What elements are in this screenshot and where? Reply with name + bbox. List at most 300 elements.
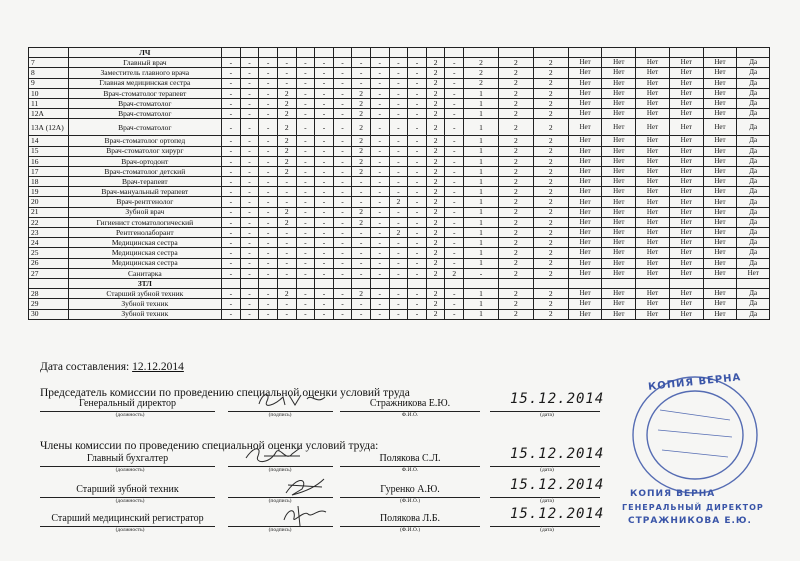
table-cell: 2 xyxy=(533,217,568,227)
position-caption: (должность) xyxy=(115,467,145,473)
table-cell: 1 xyxy=(464,146,499,156)
table-cell: - xyxy=(370,228,389,238)
table-cell: - xyxy=(240,136,259,146)
table-cell: Да xyxy=(737,109,770,119)
table-cell: - xyxy=(370,166,389,176)
table-cell: - xyxy=(389,136,408,146)
table-cell: - xyxy=(333,309,352,319)
table-cell: - xyxy=(296,187,315,197)
table-cell: 1 xyxy=(464,238,499,248)
table-cell: - xyxy=(389,146,408,156)
table-cell: Нет xyxy=(636,166,670,176)
table-cell: - xyxy=(408,68,427,78)
table-cell: - xyxy=(408,197,427,207)
table-cell: Нет xyxy=(669,98,703,108)
table-cell: 2 xyxy=(533,136,568,146)
table-cell: - xyxy=(259,78,278,88)
table-cell: 2 xyxy=(352,109,371,119)
table-cell: - xyxy=(333,248,352,258)
job-title: Медицинская сестра xyxy=(68,248,222,258)
job-title: Рентгенолаборант xyxy=(68,228,222,238)
table-cell: - xyxy=(408,228,427,238)
table-cell: - xyxy=(296,98,315,108)
row-number: 18 xyxy=(29,177,69,187)
table-cell: - xyxy=(315,109,334,119)
row-number: 15 xyxy=(29,146,69,156)
table-cell: 2 xyxy=(533,146,568,156)
row-number: 21 xyxy=(29,207,69,217)
table-cell: Нет xyxy=(602,119,636,136)
table-cell: - xyxy=(315,78,334,88)
table-cell: 2 xyxy=(498,248,533,258)
table-cell: 2 xyxy=(277,109,296,119)
table-cell: - xyxy=(240,197,259,207)
table-cell: 2 xyxy=(533,78,568,88)
fio-field: Стражникова Е.Ю. xyxy=(340,397,480,412)
table-cell: - xyxy=(222,268,241,278)
table-cell: Нет xyxy=(669,146,703,156)
table-cell: - xyxy=(333,177,352,187)
table-cell: - xyxy=(277,68,296,78)
table-cell: 2 xyxy=(352,88,371,98)
table-cell: Нет xyxy=(602,177,636,187)
fio-field: Полякова С.Л. xyxy=(340,452,480,467)
table-cell: - xyxy=(333,166,352,176)
table-cell: Нет xyxy=(568,289,602,299)
section-title: ЛЧ xyxy=(68,48,222,58)
table-cell: - xyxy=(315,136,334,146)
table-cell: 2 xyxy=(352,166,371,176)
table-cell: - xyxy=(315,258,334,268)
table-cell: 1 xyxy=(464,187,499,197)
table-cell: Нет xyxy=(602,68,636,78)
table-cell: - xyxy=(333,98,352,108)
table-cell: - xyxy=(222,238,241,248)
table-cell: 2 xyxy=(533,88,568,98)
table-cell: 1 xyxy=(464,248,499,258)
table-cell: - xyxy=(408,207,427,217)
table-cell: Нет xyxy=(703,268,737,278)
table-cell: - xyxy=(240,228,259,238)
table-row xyxy=(29,217,770,227)
table-cell: Да xyxy=(737,217,770,227)
table-cell: 2 xyxy=(352,217,371,227)
row-number: 27 xyxy=(29,268,69,278)
table-cell: 1 xyxy=(464,289,499,299)
table-cell: - xyxy=(445,177,464,187)
table-cell: 2 xyxy=(498,58,533,68)
table-cell: Да xyxy=(737,78,770,88)
position-field: Старший зубной техник xyxy=(40,483,215,498)
table-cell: 2 xyxy=(498,228,533,238)
date-caption: (дата) xyxy=(540,498,554,504)
job-title: Санитарка xyxy=(68,268,222,278)
table-cell: Нет xyxy=(703,289,737,299)
table-cell: - xyxy=(445,78,464,88)
table-cell: - xyxy=(333,136,352,146)
chair-heading: Председатель комиссии по проведению специальной оценки условий труда xyxy=(40,387,410,399)
table-cell: - xyxy=(222,68,241,78)
fio-caption: (Ф.И.О.) xyxy=(399,498,421,504)
table-cell: 2 xyxy=(426,119,445,136)
table-cell: 2 xyxy=(426,109,445,119)
table-cell: - xyxy=(333,58,352,68)
table-cell: Нет xyxy=(669,109,703,119)
table-cell: Нет xyxy=(703,166,737,176)
table-cell: Нет xyxy=(568,268,602,278)
table-cell: 2 xyxy=(498,156,533,166)
table-cell: 2 xyxy=(277,207,296,217)
table-cell: Нет xyxy=(636,258,670,268)
table-cell: - xyxy=(408,98,427,108)
table-cell: Нет xyxy=(703,177,737,187)
section-row-lch xyxy=(29,48,770,58)
table-cell: Нет xyxy=(602,228,636,238)
row-number: 22 xyxy=(29,217,69,227)
table-cell: Нет xyxy=(636,156,670,166)
table-cell: - xyxy=(315,119,334,136)
table-cell: Да xyxy=(737,187,770,197)
table-cell: Нет xyxy=(602,166,636,176)
table-cell: Да xyxy=(737,258,770,268)
row-number: 11 xyxy=(29,98,69,108)
table-cell: Да xyxy=(737,98,770,108)
table-cell: - xyxy=(222,88,241,98)
table-cell: Нет xyxy=(669,187,703,197)
table-row xyxy=(29,177,770,187)
table-cell: - xyxy=(389,98,408,108)
table-cell: 2 xyxy=(533,197,568,207)
table-cell: - xyxy=(389,258,408,268)
row-number: 14 xyxy=(29,136,69,146)
table-cell: Нет xyxy=(602,309,636,319)
table-cell: 2 xyxy=(533,166,568,176)
table-cell: - xyxy=(240,119,259,136)
table-cell: 2 xyxy=(498,268,533,278)
table-cell: Нет xyxy=(703,248,737,258)
table-cell: - xyxy=(222,136,241,146)
table-cell: Нет xyxy=(568,197,602,207)
table-cell: Нет xyxy=(669,156,703,166)
table-row xyxy=(29,58,770,68)
table-cell: - xyxy=(296,197,315,207)
table-cell: - xyxy=(370,119,389,136)
fio-caption: Ф.И.О. xyxy=(401,412,419,418)
table-cell: - xyxy=(445,98,464,108)
table-cell: - xyxy=(296,238,315,248)
table-cell: Нет xyxy=(669,58,703,68)
table-cell: Да xyxy=(737,207,770,217)
table-row xyxy=(29,166,770,176)
table-cell: - xyxy=(389,207,408,217)
table-cell: Да xyxy=(737,119,770,136)
table-cell: Да xyxy=(737,156,770,166)
table-cell: - xyxy=(445,58,464,68)
table-cell: - xyxy=(389,177,408,187)
table-cell: Нет xyxy=(703,299,737,309)
table-cell: - xyxy=(259,258,278,268)
table-cell: - xyxy=(333,119,352,136)
row-number: 29 xyxy=(29,299,69,309)
table-cell: Нет xyxy=(636,88,670,98)
table-cell: 2 xyxy=(533,119,568,136)
table-cell: - xyxy=(445,166,464,176)
job-title: Врач-стоматолог xyxy=(68,98,222,108)
job-title: Гигиенист стоматологический xyxy=(68,217,222,227)
table-cell: 2 xyxy=(352,98,371,108)
handwritten-date: 15.12.2014 xyxy=(510,506,605,522)
table-cell: 2 xyxy=(426,156,445,166)
job-title: Старший зубной техник xyxy=(68,289,222,299)
members-heading: Члены комиссии по проведению специальной оценки условий труда: xyxy=(40,440,379,452)
table-cell: - xyxy=(464,268,499,278)
table-row xyxy=(29,258,770,268)
table-row xyxy=(29,309,770,319)
table-cell: - xyxy=(370,78,389,88)
table-cell: - xyxy=(408,146,427,156)
table-cell: - xyxy=(389,68,408,78)
table-cell: 2 xyxy=(389,197,408,207)
table-cell: Нет xyxy=(703,119,737,136)
table-cell: - xyxy=(315,268,334,278)
table-cell: - xyxy=(296,309,315,319)
table-cell: Нет xyxy=(703,98,737,108)
table-cell: Нет xyxy=(602,197,636,207)
stamp-copy-line: КОПИЯ ВЕРНА xyxy=(630,489,716,499)
table-cell: 2 xyxy=(277,98,296,108)
table-row xyxy=(29,197,770,207)
table-cell: Нет xyxy=(568,187,602,197)
working-conditions-table xyxy=(28,47,770,320)
table-cell: Нет xyxy=(636,309,670,319)
table-cell: 2 xyxy=(426,289,445,299)
stamp-copy-line: КОПИЯ ВЕРНА xyxy=(647,372,742,393)
table-cell: - xyxy=(259,238,278,248)
table-cell: - xyxy=(222,217,241,227)
table-cell: - xyxy=(352,228,371,238)
table-cell: 1 xyxy=(464,299,499,309)
table-cell: Нет xyxy=(636,187,670,197)
table-cell: - xyxy=(352,309,371,319)
table-cell: 2 xyxy=(352,207,371,217)
table-cell: - xyxy=(352,268,371,278)
section-row-ztl xyxy=(29,278,770,288)
table-cell: 2 xyxy=(352,136,371,146)
job-title: Врач-стоматолог xyxy=(68,109,222,119)
job-title: Врач-стоматолог терапевт xyxy=(68,88,222,98)
row-number: 20 xyxy=(29,197,69,207)
table-cell: - xyxy=(259,136,278,146)
table-cell: - xyxy=(296,58,315,68)
table-cell: - xyxy=(445,258,464,268)
table-cell: 2 xyxy=(498,258,533,268)
handwritten-signature xyxy=(278,475,338,499)
table-cell: - xyxy=(315,166,334,176)
table-cell: - xyxy=(389,156,408,166)
table-cell: - xyxy=(240,88,259,98)
table-cell: - xyxy=(408,299,427,309)
table-row xyxy=(29,68,770,78)
table-cell: Нет xyxy=(602,187,636,197)
row-number: 19 xyxy=(29,187,69,197)
table-cell: Нет xyxy=(568,248,602,258)
table-cell: - xyxy=(222,146,241,156)
job-title: Врач-ортодонт xyxy=(68,156,222,166)
table-cell: - xyxy=(222,78,241,88)
table-cell: - xyxy=(370,88,389,98)
table-cell: 2 xyxy=(464,68,499,78)
table-cell: 2 xyxy=(533,268,568,278)
table-cell: - xyxy=(222,197,241,207)
row-number: 28 xyxy=(29,289,69,299)
table-cell: - xyxy=(240,258,259,268)
table-cell: 1 xyxy=(464,156,499,166)
table-cell: Да xyxy=(737,68,770,78)
fio-caption: Ф.И.О. xyxy=(401,467,419,473)
table-cell: Нет xyxy=(636,207,670,217)
stamp-name-line: СТРАЖНИКОВА Е.Ю. xyxy=(628,516,752,526)
table-cell: Нет xyxy=(669,207,703,217)
table-cell: - xyxy=(259,309,278,319)
table-cell: 2 xyxy=(498,187,533,197)
table-cell: - xyxy=(370,177,389,187)
table-cell: Нет xyxy=(703,156,737,166)
company-stamp xyxy=(600,372,800,561)
table-cell: - xyxy=(389,109,408,119)
table-cell: Нет xyxy=(568,78,602,88)
table-cell: 2 xyxy=(498,119,533,136)
table-row xyxy=(29,78,770,88)
row-number: 26 xyxy=(29,258,69,268)
table-cell: - xyxy=(333,146,352,156)
table-cell: - xyxy=(240,248,259,258)
table-cell: - xyxy=(408,166,427,176)
table-cell: - xyxy=(408,238,427,248)
table-cell: Нет xyxy=(669,228,703,238)
table-cell: Нет xyxy=(636,268,670,278)
table-cell: - xyxy=(315,248,334,258)
table-cell: Нет xyxy=(568,68,602,78)
table-row xyxy=(29,109,770,119)
table-cell: Нет xyxy=(568,109,602,119)
table-cell: - xyxy=(296,88,315,98)
table-cell: Нет xyxy=(602,248,636,258)
table-cell: - xyxy=(296,68,315,78)
table-cell: Нет xyxy=(669,136,703,146)
table-cell: 2 xyxy=(426,299,445,309)
table-cell: 2 xyxy=(498,109,533,119)
table-cell: - xyxy=(370,146,389,156)
table-cell: - xyxy=(333,207,352,217)
table-cell: Да xyxy=(737,238,770,248)
table-cell: Нет xyxy=(636,119,670,136)
row-number: 16 xyxy=(29,156,69,166)
table-cell: Нет xyxy=(669,119,703,136)
table-cell: Нет xyxy=(703,238,737,248)
table-cell: - xyxy=(315,68,334,78)
table-cell: Нет xyxy=(669,78,703,88)
table-cell: Нет xyxy=(669,309,703,319)
table-cell: - xyxy=(240,207,259,217)
table-cell: Нет xyxy=(703,258,737,268)
fio-field: Гуренко А.Ю. xyxy=(340,483,480,498)
table-cell: 1 xyxy=(464,136,499,146)
table-cell: 2 xyxy=(498,88,533,98)
table-cell: Нет xyxy=(602,136,636,146)
table-cell: - xyxy=(296,268,315,278)
table-cell: - xyxy=(296,166,315,176)
table-cell: Да xyxy=(737,289,770,299)
table-cell: - xyxy=(222,166,241,176)
table-cell: Да xyxy=(737,166,770,176)
table-cell: - xyxy=(370,68,389,78)
table-cell: - xyxy=(277,177,296,187)
table-cell: 2 xyxy=(533,156,568,166)
table-cell: Нет xyxy=(568,136,602,146)
table-cell: 2 xyxy=(533,228,568,238)
table-cell: - xyxy=(259,146,278,156)
table-cell: - xyxy=(445,309,464,319)
table-cell: - xyxy=(259,248,278,258)
table-cell: 2 xyxy=(426,248,445,258)
table-cell: - xyxy=(370,98,389,108)
table-cell: - xyxy=(315,146,334,156)
table-cell: Нет xyxy=(636,109,670,119)
table-cell: Нет xyxy=(568,309,602,319)
date-caption: (дата) xyxy=(540,467,554,473)
table-cell: - xyxy=(408,156,427,166)
fio-caption: (Ф.И.О.) xyxy=(399,527,421,533)
table-cell: Нет xyxy=(568,156,602,166)
table-cell: - xyxy=(445,238,464,248)
table-cell: Нет xyxy=(636,136,670,146)
table-cell: 2 xyxy=(352,156,371,166)
table-cell: - xyxy=(259,177,278,187)
table-cell: 2 xyxy=(426,207,445,217)
table-cell: - xyxy=(222,248,241,258)
table-cell: Нет xyxy=(568,299,602,309)
table-cell: 2 xyxy=(533,258,568,268)
table-cell: - xyxy=(352,258,371,268)
table-cell: - xyxy=(259,58,278,68)
table-cell: Нет xyxy=(602,258,636,268)
table-cell: - xyxy=(315,98,334,108)
table-cell: Нет xyxy=(669,289,703,299)
table-cell: - xyxy=(296,78,315,88)
job-title: Зубной техник xyxy=(68,299,222,309)
table-cell: - xyxy=(389,309,408,319)
table-cell: Нет xyxy=(636,217,670,227)
handwritten-date: 15.12.2014 xyxy=(510,391,605,407)
table-cell: - xyxy=(389,78,408,88)
table-cell: 2 xyxy=(426,228,445,238)
table-cell: Нет xyxy=(669,166,703,176)
table-cell: - xyxy=(389,238,408,248)
table-cell: - xyxy=(408,177,427,187)
table-cell: 2 xyxy=(498,98,533,108)
table-row xyxy=(29,119,770,136)
table-cell: Да xyxy=(737,248,770,258)
table-cell: - xyxy=(240,177,259,187)
row-number: 7 xyxy=(29,58,69,68)
table-cell: Нет xyxy=(703,228,737,238)
table-cell: - xyxy=(352,248,371,258)
table-cell: - xyxy=(296,177,315,187)
table-cell: Нет xyxy=(602,299,636,309)
table-cell: Да xyxy=(737,228,770,238)
table-cell: - xyxy=(222,187,241,197)
table-cell: - xyxy=(370,136,389,146)
